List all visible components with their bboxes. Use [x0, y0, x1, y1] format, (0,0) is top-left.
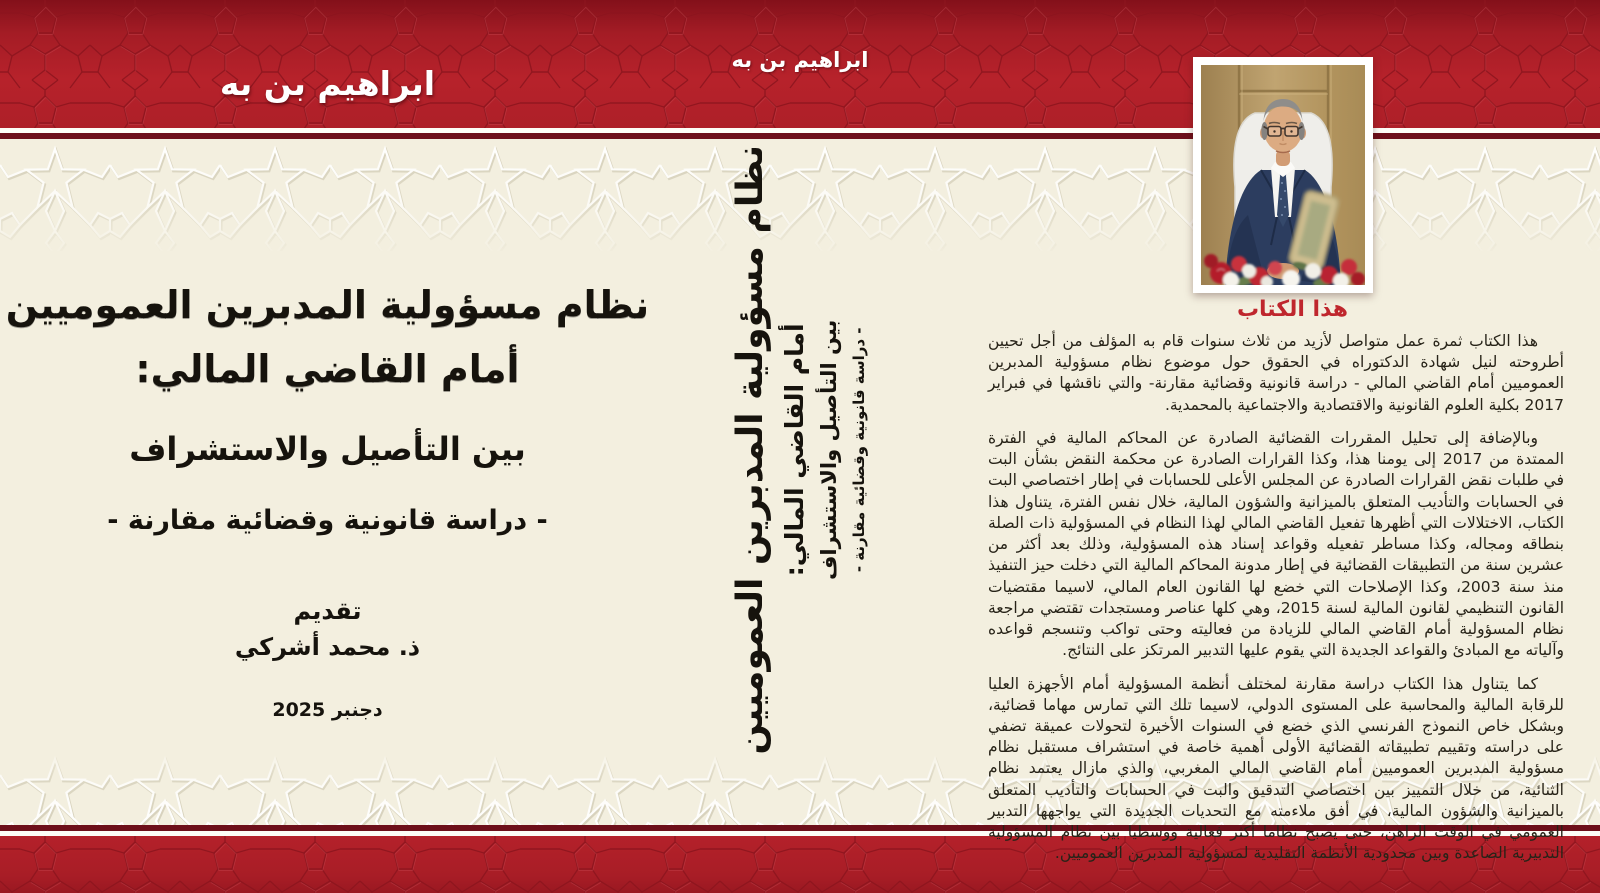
foreword-label: تقديم [293, 597, 362, 625]
front-title-line1: نظام مسؤولية المدبرين العموميين [5, 283, 650, 327]
spine-rotated-text [727, 105, 873, 795]
about-book-text [988, 331, 1564, 865]
about-paragraph-3: كما يتناول هذا الكتاب دراسة مقارنة لمختلف أنظمة المسؤولية أمام الأجهزة العليا للرقابة المالية والمحاسبة على المستوى الدولي، لاسيما تلك التي تمارس مهاما قضائية، وبشكل خاص النموذج الفرنسي الذي خضع في السنوات الأخيرة لتحولات عميقة تضفي على دراسته وتقييم تطبيقاته القضائية الأولى أهمية خاصة في استشراف مستقبل نظام مسؤولية المدبرين العموميين أمام القاضي المالي المغربي، والذي مازال يعتمد نظام الثنائية، من خلال التمييز بين اختصاصي التدقيق والبت في الحسابات والتأديب المتعلق بالميزانية والشؤون المالية، في أفق ملاءمته مع التحديات الجديدة التي يواجهها التدبير العمومي في الوقت الراهن، حتى يصبح نظاما أكثر فعالية ووسطيا بين نظام المسؤولية التدبيرية الصاعدة وبين محدودية الأنظمة التقليدية لمسؤولية المدبرين العموميين. [988, 674, 1564, 863]
about-paragraph-1: هذا الكتاب ثمرة عمل متواصل لأزيد من ثلاث سنوات قام به المؤلف من أجل تحيين أطروحته لنيل شهادة الدكتوراه في الحقوق حول موضوع نظام مسؤولية المدبرين العموميين أمام القاضي المالي - دراسة قانونية وقضائية مقارنة- والتي ناقشها في فبراير 2017 بكلية العلوم القانونية والاقتصادية والاجتماعية بالمحمدية. [988, 332, 1564, 414]
front-title-line2: أمام القاضي المالي: [135, 347, 520, 391]
spine-title-line3: بين التأصيل والاستشراف [817, 319, 842, 581]
about-book-heading: هذا الكتاب [1236, 297, 1349, 322]
foreword-author: ذ. محمد أشركي [234, 633, 421, 661]
front-edition-note: - دراسة قانونية وقضائية مقارنة - [107, 505, 548, 536]
spine-title-line1: نظام مسؤولية المدبرين العموميين [730, 145, 772, 755]
front-author-name: ابراهيم بن به [219, 64, 436, 103]
author-photo-frame [1193, 57, 1373, 293]
about-paragraph-2: وبالإضافة إلى تحليل المقررات القضائية الصادرة عن المحاكم المالية في الفترة الممتدة من 2017 إلى يومنا هذا، وكذا القرارات الصادرة عن محكمة النقض بشأن البت في طلبات نقض القرارات الصادرة عن المجلس الأعلى للحسابات في إطار اختصاصي البت في الحسابات والتأديب المتعلق بالميزانية والشؤون المالية، خلال نفس الفترة، يتناول هذا الكتاب، الاختلالات التي أظهرها تفعيل القاضي المالي لهذا النظام في المسؤولية ذات الصلة بنطاقه ومجاله، وكذا مساطر تفعيله وقواعد إسناد هذه المسؤولية، وذلك بعد أكثر من عشرين سنة من التطبيقات القضائية في إطار مدونة المحاكم المالية التي دخلت حيز التنفيذ منذ سنة 2003، وكذا الإصلاحات التي خضع لها القانون العام المالي، لاسيما مقتضيات القانون التنظيمي لقانون المالية لسنة 2015، وهي كلها عناصر ومستجدات تقتضي مراجعة نظام المسؤولية أمام القاضي المالي للزيادة من فعاليته وحتى تواكب وتنسجم قواعده وآلياته مع المبادئ والقواعد الجديدة التي يقوم عليها التدبير المرتكز على النتائج. [988, 428, 1564, 660]
spine-author-name: ابراهيم بن به [731, 48, 869, 72]
author-portrait-photo [1201, 65, 1365, 285]
publish-date: دجنبر 2025 [272, 699, 383, 721]
front-subtitle: بين التأصيل والاستشراف [129, 430, 526, 468]
spine-title-block [660, 105, 940, 795]
spine-title-line4: - دراسة قانونية وقضائية مقارنة - [849, 327, 868, 573]
spine-title-line2: أمام القاضي المالي: [779, 323, 809, 577]
